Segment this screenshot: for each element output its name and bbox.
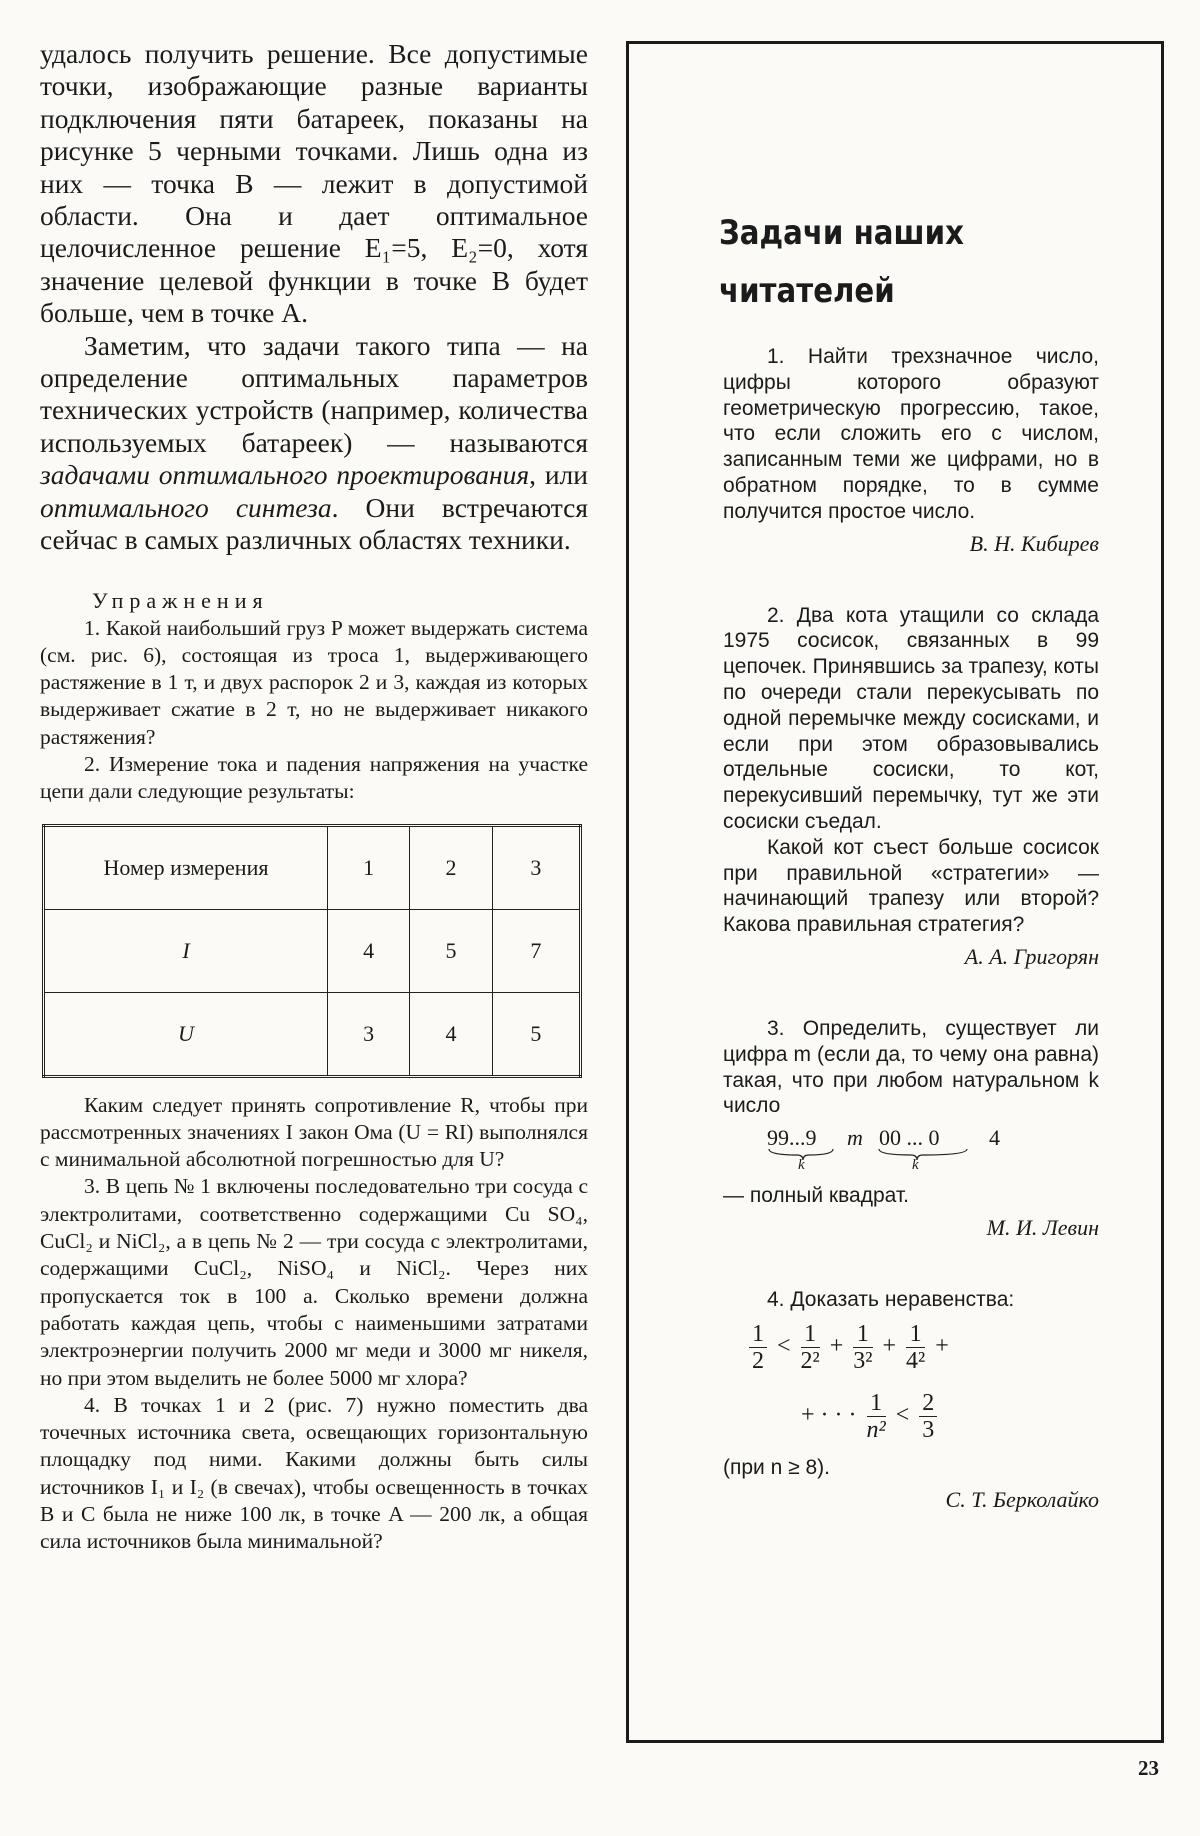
fraction: $\frac{2}{3}$: [919, 1390, 937, 1443]
page-number: 23: [1138, 1756, 1159, 1780]
problem-3: 3. Определить, существует ли цифра m (если да, то чему она равна) такая, что при любом натуральном k число: [723, 1016, 1099, 1118]
table-header-cell: Номер измерения: [44, 825, 328, 909]
article-paragraph-2: [40, 330, 588, 557]
readers-problems-box: [626, 41, 1164, 1743]
table-cell: 5: [492, 992, 580, 1076]
table-row: [44, 909, 581, 992]
table-cell: 3: [328, 992, 410, 1076]
table-header-cell: U: [44, 992, 328, 1076]
exercises-section: [40, 587, 588, 1556]
table-cell: 3: [492, 825, 580, 909]
exercise-1: 1. Какой наибольший груз P может выдержать система (см. рис. 6), состоящая из троса 1, выдерживающего растяжение в 1 т, и двух распорок 2 и 3, каждая из которых выдерживает сжатие в 2 т, но не выдерживает никакого растяжения?: [40, 615, 588, 749]
problem-3-end: — полный квадрат.: [723, 1184, 909, 1208]
formula-nines: 99...9: [767, 1125, 817, 1151]
problem-2-author: А. А. Григорян: [964, 943, 1099, 969]
problem-4-condition: (при n ≥ 8).: [723, 1455, 830, 1479]
fraction: $\frac{1}{\text{4²}}$: [906, 1320, 926, 1374]
plus: +: [935, 1332, 949, 1359]
problem-4: 4. Доказать неравенства:: [767, 1287, 1015, 1311]
box-title: [719, 204, 1046, 320]
plus: +: [829, 1332, 844, 1359]
table-row: [44, 825, 581, 909]
less-than: <: [777, 1332, 791, 1359]
problems-list: [723, 344, 1099, 1515]
table-cell: 4: [410, 992, 492, 1076]
table-cell: 5: [410, 909, 492, 992]
formula-four: 4: [989, 1125, 1000, 1151]
exercise-2: 2. Измерение тока и падения напряжения на участке цепи дали следующие результаты:: [40, 751, 588, 804]
problem-4-inequality-line-2: [801, 1390, 1099, 1443]
exercise-3: 3. В цепь № 1 включены последовательно три сосуда с электролитами, соответственно содержащими Cu SO₄, CuCl₂ и NiCl₂, а в цепь № 2 — три сосуда с электролитами, содержащими CuCl₂, NiSO₄ и NiCl₂. Через них пропускается ток в 100 а. Сколько времени должна работать каждая цепь, чтобы с наименьшими затратами электроэнергии получить 2000 мг меди и 3000 мг никеля, но при этом выделить не более 5000 мг хлора?: [40, 1174, 588, 1390]
table-cell: 1: [328, 825, 410, 909]
p2-italic-term-2: оптимального синтеза: [40, 491, 332, 523]
problem-2: 2. Два кота утащили со склада 1975 сосисок, связанных в 99 цепочек. Принявшись за трапезу, коты по очереди стали перекусывать по одной перемычке между сосисками, и если при этом образовывались отдельные сосиски, то кот, перекусивший перемычку, тут же эти сосиски съедал.: [723, 603, 1099, 833]
table-cell: 4: [328, 909, 410, 992]
problem-4-inequality: [745, 1321, 1099, 1374]
problem-2-question: Какой кот съест больше сосисок при правильной «стратегии» — начинающий трапезу или второй? Какова правильная стратегия?: [723, 835, 1099, 937]
exercise-2-question: Каким следует принять сопротивление R, чтобы при рассмотренных значениях I закон Ома (U = RI) выполнялся с минимальной абсолютной погрешностью для U?: [40, 1092, 588, 1172]
exercise-4: 4. В точках 1 и 2 (рис. 7) нужно поместить два точечных источника света, освещающих горизонтальную площадку под ними. Какими должны быть силы источников I₁ и I₂ (в свечах), чтобы освещенность в точках B и C была не ниже 100 лк, в точке A — 200 лк, а общая сила источников была минимальной?: [40, 1392, 588, 1554]
formula-k-label-2: k: [912, 1157, 919, 1174]
formula-k-label-1: k: [798, 1157, 805, 1174]
measurement-table: [42, 824, 582, 1078]
fraction: $\frac{1}{2}$: [749, 1321, 767, 1374]
box-title-line-1: Задачи наших: [719, 213, 964, 253]
problem-3-author: М. И. Левин: [986, 1214, 1099, 1240]
box-title-line-2: читателей: [719, 271, 895, 311]
table-cell: 2: [410, 825, 492, 909]
problem-4-author: С. Т. Берколайко: [945, 1486, 1099, 1512]
left-column: [40, 38, 588, 1556]
exercises-title: Упражнения: [92, 587, 269, 613]
p2-text-e: . Они встречаются сейчас в самых различных областях техники.: [40, 491, 588, 556]
p2-italic-term-1: задачами оптимального проектирования: [40, 459, 530, 491]
formula-m: m: [847, 1125, 863, 1151]
readers-problems-content: [719, 204, 1099, 1515]
fraction: $\frac{1}{\text{n²}}$: [866, 1389, 886, 1443]
dots: + · · ·: [801, 1401, 857, 1428]
table-cell: 7: [492, 909, 580, 992]
article-text: [40, 38, 588, 557]
p2-text-a: Заметим, что задачи такого типа — на определение оптимальных параметров технических устройств (например, количества используемых батареек) — называются: [40, 329, 588, 458]
formula-zeros: 00 ... 0: [879, 1125, 940, 1151]
problem-1: 1. Найти трехзначное число, цифры которого образуют геометрическую прогрессию, такое, что если сложить его с числом, записанным теми же цифрами, но в обратном порядке, то в сумме получится простое число.: [723, 345, 1099, 523]
less-than: <: [895, 1401, 910, 1428]
plus: +: [882, 1332, 897, 1359]
problem-3-formula: [767, 1125, 1099, 1173]
article-paragraph-1: удалось получить решение. Все допустимые точки, изображающие разные варианты подключения пяти батареек, показаны на рисунке 5 черными точками. Лишь одна из них — точка B — лежит в допустимой области. Она и дает оптимальное целочисленное решение E₁=5, E₂=0, хотя значение целевой функции в точке B будет больше, чем в точке A.: [40, 38, 588, 329]
p2-text-c: , или: [529, 459, 588, 491]
fraction: $\frac{1}{\text{3²}}$: [853, 1320, 873, 1374]
problem-1-author: В. Н. Кибирев: [969, 530, 1099, 556]
fraction: $\frac{1}{\text{2²}}$: [800, 1320, 820, 1374]
table-row: [44, 992, 581, 1076]
table-header-cell: I: [44, 909, 328, 992]
